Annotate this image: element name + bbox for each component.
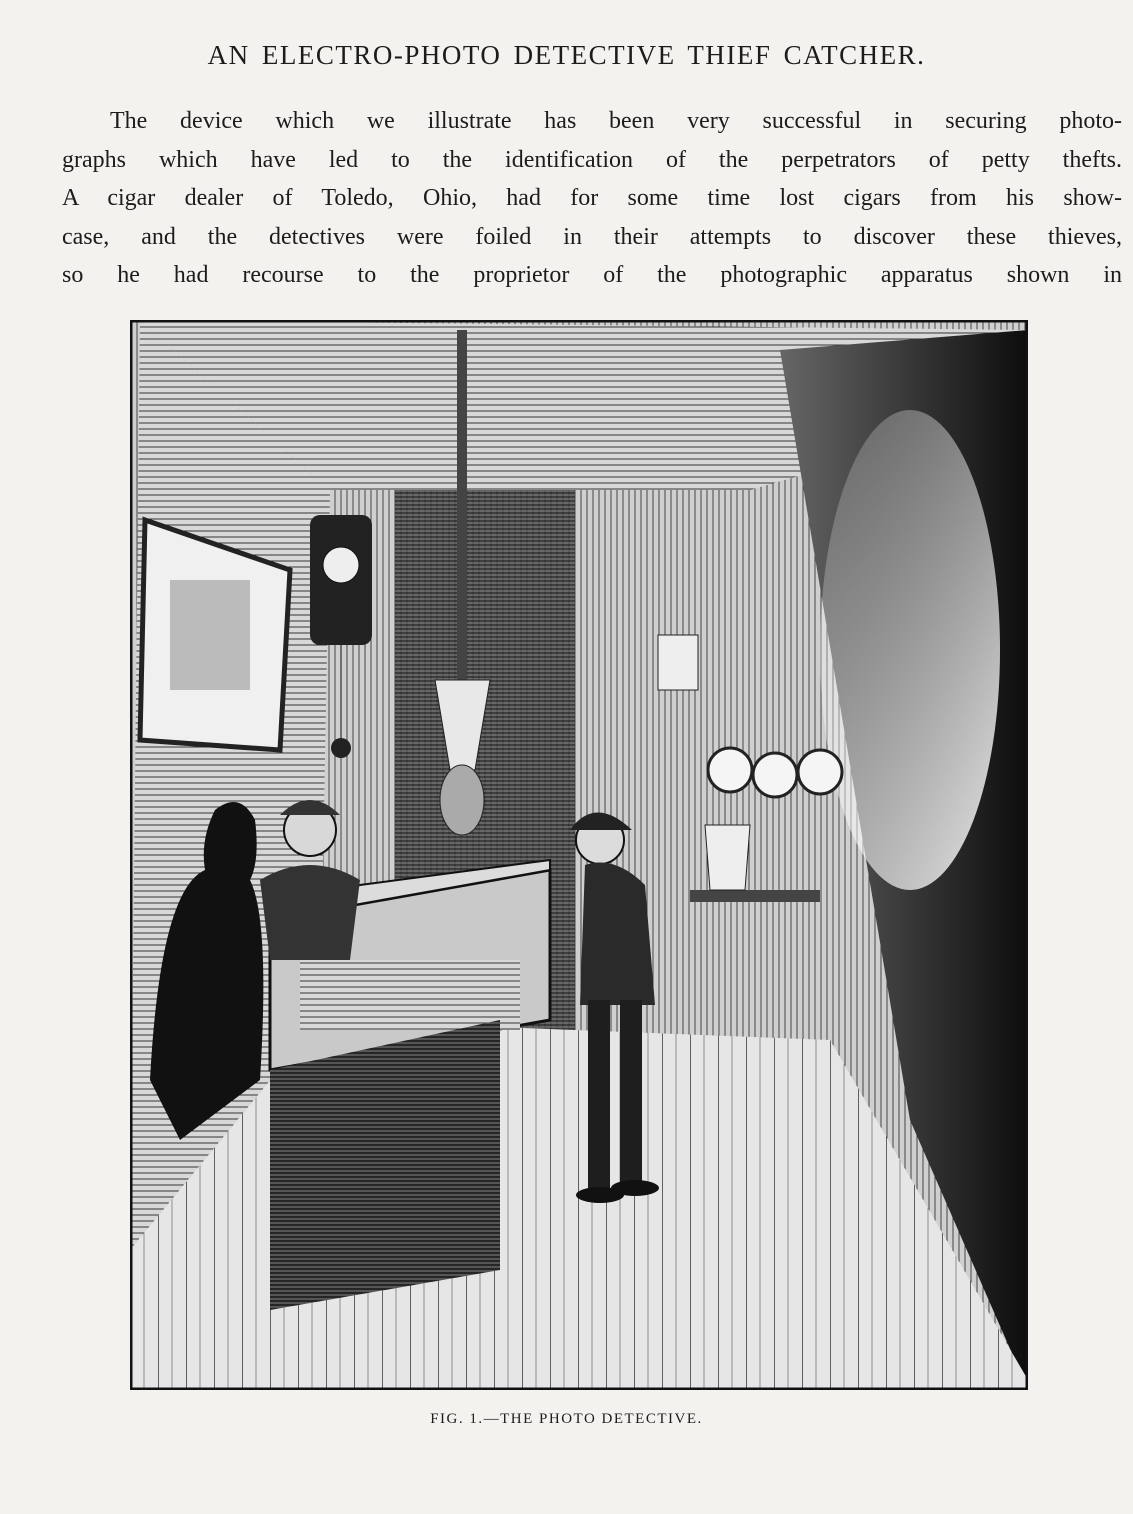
paragraph-line: The device which we illustrate has been very successful in securing photo- bbox=[110, 108, 1122, 134]
paragraph-line: so he had recourse to the proprietor of the photographic apparatus shown in bbox=[62, 262, 1122, 288]
article-paragraph bbox=[62, 102, 1122, 295]
paragraph-line: graphs which have led to the identification of the perpetrators of petty thefts. bbox=[62, 146, 1122, 173]
paragraph-line: case, and the detectives were foiled in their attempts to discover these thieves, bbox=[62, 223, 1122, 250]
article-title: AN ELECTRO-PHOTO DETECTIVE THIEF CATCHER. bbox=[207, 40, 926, 70]
paragraph-line: A cigar dealer of Toledo, Ohio, had for some time lost cigars from his show- bbox=[62, 185, 1122, 211]
engraving-illustration bbox=[130, 320, 1028, 1390]
figure-caption: FIG. 1.—THE PHOTO DETECTIVE. bbox=[430, 1411, 703, 1427]
